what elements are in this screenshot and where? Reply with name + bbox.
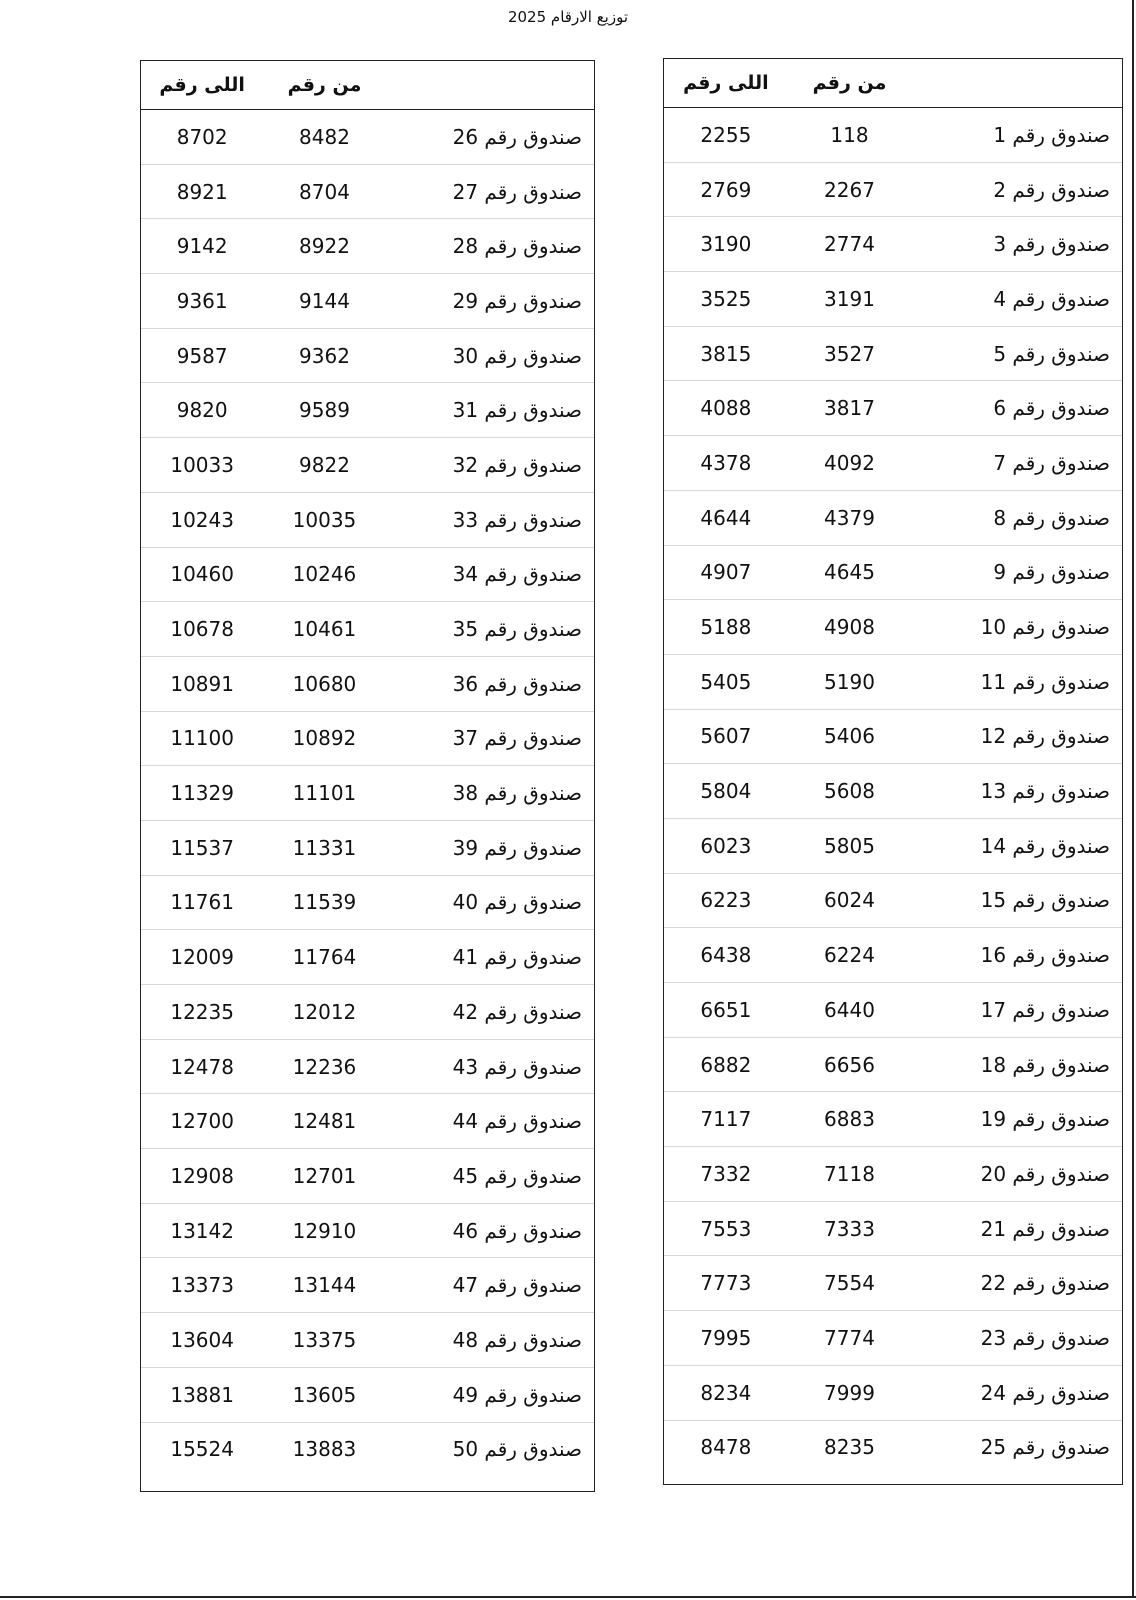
to-number: 11329 xyxy=(170,781,234,806)
table-row xyxy=(664,217,1122,272)
from-number: 10035 xyxy=(292,507,357,532)
table-row xyxy=(141,329,594,384)
page-border-bottom xyxy=(0,1596,1136,1598)
to-number: 10033 xyxy=(170,452,234,477)
table-row xyxy=(141,383,594,438)
table-row xyxy=(664,1366,1122,1421)
from-number: 7554 xyxy=(824,1271,875,1296)
to-number: 2255 xyxy=(700,122,752,147)
box-label: صندوق رقم 10 xyxy=(980,615,1110,640)
table-row xyxy=(664,1202,1122,1257)
table-row xyxy=(664,1256,1122,1311)
box-label: صندوق رقم 40 xyxy=(452,890,582,915)
from-number: 8235 xyxy=(824,1435,875,1460)
table-row xyxy=(664,1147,1122,1202)
table-row xyxy=(664,983,1122,1038)
to-number: 10678 xyxy=(170,617,234,642)
box-label: صندوق رقم 45 xyxy=(452,1163,582,1188)
table-row xyxy=(141,985,594,1040)
table-row xyxy=(664,491,1122,546)
box-label: صندوق رقم 37 xyxy=(452,726,582,751)
from-number: 12236 xyxy=(292,1054,357,1079)
from-number: 9362 xyxy=(299,343,350,368)
box-label: صندوق رقم 3 xyxy=(993,232,1110,257)
to-number: 8921 xyxy=(176,179,228,204)
table-row xyxy=(141,876,594,931)
box-label: صندوق رقم 29 xyxy=(452,288,582,313)
table-row xyxy=(141,1313,594,1368)
from-number: 5190 xyxy=(824,669,875,694)
table-row xyxy=(141,712,594,767)
box-label: صندوق رقم 31 xyxy=(452,398,582,423)
to-number: 6223 xyxy=(700,888,752,913)
from-number: 9822 xyxy=(299,452,350,477)
to-number: 10460 xyxy=(170,562,234,587)
to-number: 10891 xyxy=(170,671,234,696)
table-header xyxy=(141,61,594,110)
from-number: 12701 xyxy=(292,1163,357,1188)
box-label: صندوق رقم 44 xyxy=(452,1109,582,1134)
box-label: صندوق رقم 6 xyxy=(993,396,1110,421)
to-number: 6438 xyxy=(700,943,752,968)
to-number: 11537 xyxy=(170,835,234,860)
header-to: اللى رقم xyxy=(683,72,769,94)
table-row xyxy=(141,1149,594,1204)
box-label: صندوق رقم 27 xyxy=(452,179,582,204)
from-number: 10246 xyxy=(292,562,357,587)
from-number: 7999 xyxy=(824,1380,875,1405)
from-number: 6224 xyxy=(824,943,875,968)
box-label: صندوق رقم 17 xyxy=(980,997,1110,1022)
table-row xyxy=(141,1204,594,1259)
range-table-right xyxy=(663,58,1123,1485)
to-number: 5804 xyxy=(700,779,752,804)
from-number: 13375 xyxy=(292,1327,357,1352)
from-number: 11539 xyxy=(292,890,357,915)
to-number: 4644 xyxy=(700,505,752,530)
table-row xyxy=(664,600,1122,655)
table-row xyxy=(141,1258,594,1313)
table-row xyxy=(664,655,1122,710)
box-label: صندوق رقم 15 xyxy=(980,888,1110,913)
from-number: 11101 xyxy=(292,781,357,806)
box-label: صندوق رقم 4 xyxy=(993,286,1110,311)
box-label: صندوق رقم 22 xyxy=(980,1271,1110,1296)
box-label: صندوق رقم 50 xyxy=(452,1437,582,1462)
to-number: 5188 xyxy=(700,615,752,640)
from-number: 13605 xyxy=(292,1382,357,1407)
to-number: 3525 xyxy=(700,286,752,311)
from-number: 9589 xyxy=(299,398,350,423)
box-label: صندوق رقم 48 xyxy=(452,1327,582,1352)
to-number: 5607 xyxy=(700,724,752,749)
table-row xyxy=(664,819,1122,874)
to-number: 12478 xyxy=(170,1054,234,1079)
box-label: صندوق رقم 33 xyxy=(452,507,582,532)
table-row xyxy=(141,821,594,876)
from-number: 4645 xyxy=(824,560,875,585)
from-number: 10892 xyxy=(292,726,357,751)
table-row xyxy=(141,165,594,220)
to-number: 13604 xyxy=(170,1327,234,1352)
to-number: 7553 xyxy=(700,1216,752,1241)
to-number: 6651 xyxy=(700,997,752,1022)
table-row xyxy=(664,1311,1122,1366)
from-number: 7118 xyxy=(824,1161,875,1186)
box-label: صندوق رقم 24 xyxy=(980,1380,1110,1405)
from-number: 6883 xyxy=(824,1107,875,1132)
from-number: 13144 xyxy=(292,1273,357,1298)
from-number: 13883 xyxy=(292,1437,357,1462)
table-row xyxy=(664,710,1122,765)
box-label: صندوق رقم 23 xyxy=(980,1325,1110,1350)
from-number: 7333 xyxy=(824,1216,875,1241)
from-number: 7774 xyxy=(824,1325,875,1350)
table-header xyxy=(664,59,1122,108)
box-label: صندوق رقم 25 xyxy=(980,1435,1110,1460)
from-number: 12481 xyxy=(292,1109,357,1134)
table-row xyxy=(141,548,594,603)
box-label: صندوق رقم 2 xyxy=(993,177,1110,202)
table-row xyxy=(664,764,1122,819)
from-number: 6440 xyxy=(824,997,875,1022)
table-row xyxy=(664,327,1122,382)
table-row xyxy=(141,657,594,712)
box-label: صندوق رقم 26 xyxy=(452,124,582,149)
box-label: صندوق رقم 30 xyxy=(452,343,582,368)
box-label: صندوق رقم 20 xyxy=(980,1161,1110,1186)
box-label: صندوق رقم 39 xyxy=(452,835,582,860)
to-number: 6023 xyxy=(700,833,752,858)
table-row xyxy=(664,381,1122,436)
to-number: 7117 xyxy=(700,1107,752,1132)
box-label: صندوق رقم 32 xyxy=(452,452,582,477)
header-to: اللى رقم xyxy=(159,74,245,96)
from-number: 12012 xyxy=(292,999,357,1024)
table-row xyxy=(664,108,1122,163)
to-number: 11761 xyxy=(170,890,234,915)
box-label: صندوق رقم 1 xyxy=(993,122,1110,147)
header-from: من رقم xyxy=(287,74,362,96)
to-number: 8478 xyxy=(700,1435,752,1460)
to-number: 12235 xyxy=(170,999,234,1024)
table-body xyxy=(664,108,1122,1474)
from-number: 3817 xyxy=(824,396,875,421)
to-number: 2769 xyxy=(700,177,752,202)
table-row xyxy=(141,438,594,493)
box-label: صندوق رقم 49 xyxy=(452,1382,582,1407)
to-number: 4088 xyxy=(700,396,752,421)
box-label: صندوق رقم 8 xyxy=(993,505,1110,530)
to-number: 9820 xyxy=(176,398,228,423)
to-number: 5405 xyxy=(700,669,752,694)
to-number: 4907 xyxy=(700,560,752,585)
page-title: توزيع الارقام 2025 xyxy=(507,8,629,26)
to-number: 6882 xyxy=(700,1052,752,1077)
from-number: 118 xyxy=(830,122,869,147)
box-label: صندوق رقم 18 xyxy=(980,1052,1110,1077)
to-number: 9142 xyxy=(176,234,228,259)
box-label: صندوق رقم 14 xyxy=(980,833,1110,858)
to-number: 7332 xyxy=(700,1161,752,1186)
table-row xyxy=(664,1092,1122,1147)
to-number: 8702 xyxy=(176,124,228,149)
box-label: صندوق رقم 41 xyxy=(452,945,582,970)
table-row xyxy=(141,110,594,165)
box-label: صندوق رقم 5 xyxy=(993,341,1110,366)
box-label: صندوق رقم 46 xyxy=(452,1218,582,1243)
box-label: صندوق رقم 28 xyxy=(452,234,582,259)
box-label: صندوق رقم 47 xyxy=(452,1273,582,1298)
from-number: 9144 xyxy=(299,288,350,313)
from-number: 2267 xyxy=(824,177,875,202)
from-number: 8704 xyxy=(299,179,350,204)
table-row xyxy=(141,219,594,274)
from-number: 4379 xyxy=(824,505,875,530)
from-number: 4092 xyxy=(824,450,875,475)
table-row xyxy=(664,874,1122,929)
to-number: 7995 xyxy=(700,1325,752,1350)
box-label: صندوق رقم 21 xyxy=(980,1216,1110,1241)
from-number: 6024 xyxy=(824,888,875,913)
to-number: 9361 xyxy=(176,288,228,313)
to-number: 13142 xyxy=(170,1218,234,1243)
to-number: 13881 xyxy=(170,1382,234,1407)
from-number: 8922 xyxy=(299,234,350,259)
from-number: 4908 xyxy=(824,615,875,640)
box-label: صندوق رقم 36 xyxy=(452,671,582,696)
table-row xyxy=(664,1038,1122,1093)
table-row xyxy=(141,1094,594,1149)
to-number: 15524 xyxy=(170,1437,234,1462)
table-row xyxy=(664,163,1122,218)
from-number: 6656 xyxy=(824,1052,875,1077)
to-number: 10243 xyxy=(170,507,234,532)
from-number: 2774 xyxy=(824,232,875,257)
to-number: 12908 xyxy=(170,1163,234,1188)
box-label: صندوق رقم 16 xyxy=(980,943,1110,968)
box-label: صندوق رقم 13 xyxy=(980,779,1110,804)
table-row xyxy=(664,546,1122,601)
header-from: من رقم xyxy=(812,72,887,94)
page-border-right xyxy=(1132,0,1134,1598)
from-number: 12910 xyxy=(292,1218,357,1243)
table-row xyxy=(664,928,1122,983)
from-number: 8482 xyxy=(299,124,350,149)
table-row xyxy=(664,272,1122,327)
from-number: 3527 xyxy=(824,341,875,366)
from-number: 10680 xyxy=(292,671,357,696)
to-number: 12700 xyxy=(170,1109,234,1134)
table-row xyxy=(141,274,594,329)
range-table-left xyxy=(140,60,595,1492)
box-label: صندوق رقم 43 xyxy=(452,1054,582,1079)
table-row xyxy=(141,766,594,821)
to-number: 8234 xyxy=(700,1380,752,1405)
table-row xyxy=(664,1421,1122,1475)
to-number: 7773 xyxy=(700,1271,752,1296)
box-label: صندوق رقم 19 xyxy=(980,1107,1110,1132)
table-row xyxy=(141,1423,594,1477)
table-row xyxy=(141,493,594,548)
table-row xyxy=(664,436,1122,491)
table-row xyxy=(141,930,594,985)
box-label: صندوق رقم 42 xyxy=(452,999,582,1024)
table-body xyxy=(141,110,594,1476)
from-number: 5608 xyxy=(824,779,875,804)
to-number: 9587 xyxy=(176,343,228,368)
from-number: 5406 xyxy=(824,724,875,749)
table-row xyxy=(141,1040,594,1095)
to-number: 4378 xyxy=(700,450,752,475)
box-label: صندوق رقم 7 xyxy=(993,450,1110,475)
from-number: 5805 xyxy=(824,833,875,858)
box-label: صندوق رقم 35 xyxy=(452,617,582,642)
table-row xyxy=(141,602,594,657)
from-number: 10461 xyxy=(292,617,357,642)
box-label: صندوق رقم 12 xyxy=(980,724,1110,749)
from-number: 11331 xyxy=(292,835,357,860)
table-row xyxy=(141,1368,594,1423)
to-number: 3815 xyxy=(700,341,752,366)
to-number: 13373 xyxy=(170,1273,234,1298)
to-number: 12009 xyxy=(170,945,234,970)
to-number: 3190 xyxy=(700,232,752,257)
box-label: صندوق رقم 9 xyxy=(993,560,1110,585)
from-number: 3191 xyxy=(824,286,875,311)
from-number: 11764 xyxy=(292,945,357,970)
box-label: صندوق رقم 11 xyxy=(980,669,1110,694)
to-number: 11100 xyxy=(170,726,234,751)
box-label: صندوق رقم 38 xyxy=(452,781,582,806)
box-label: صندوق رقم 34 xyxy=(452,562,582,587)
